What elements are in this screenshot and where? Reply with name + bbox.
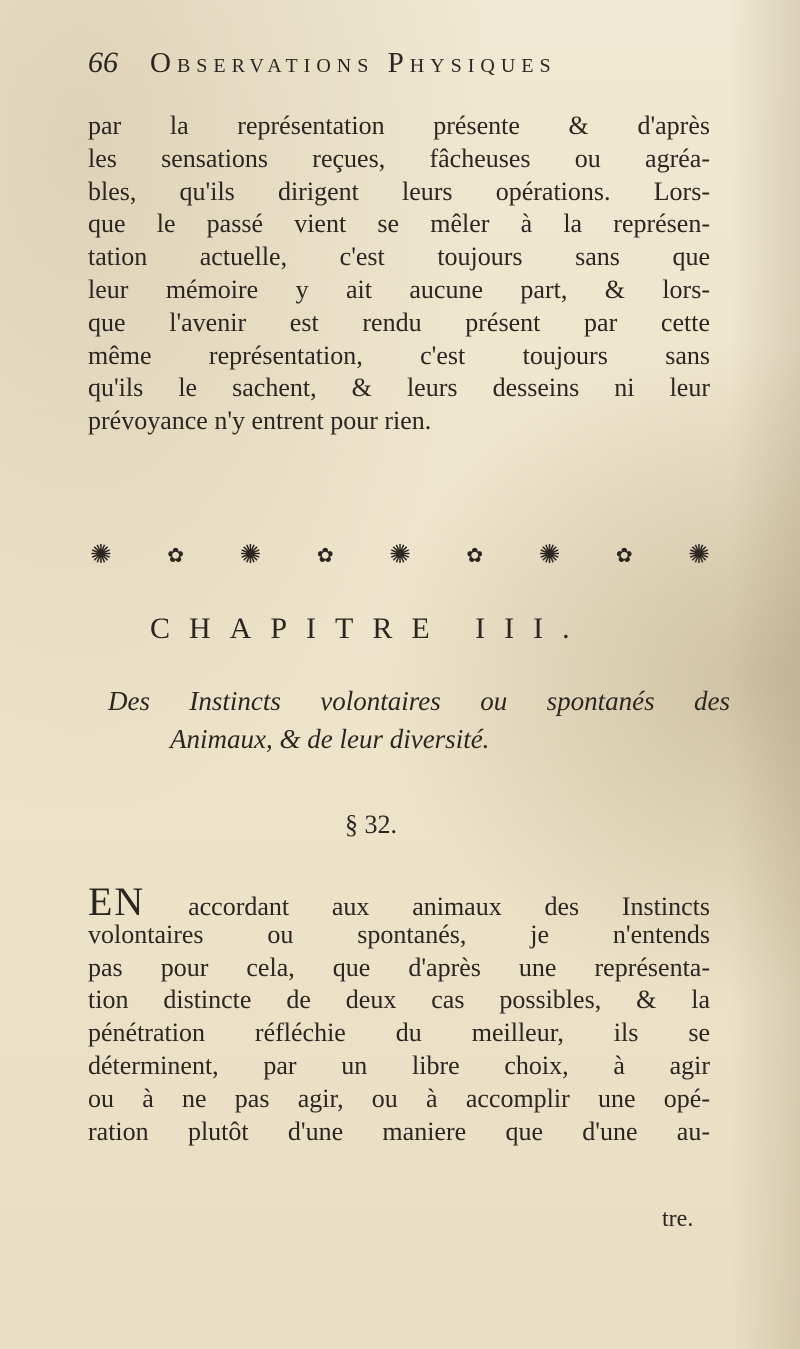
rosette-ornament-icon: ✺ xyxy=(239,540,262,570)
text-line: que l'avenir est rendu présent par cette xyxy=(88,307,710,337)
running-title: Observations Physiques xyxy=(150,47,557,79)
flower-ornament-icon: ✿ xyxy=(615,543,633,567)
flower-ornament-icon: ✿ xyxy=(316,543,334,567)
rosette-ornament-icon: ✺ xyxy=(90,540,112,570)
page-gutter-shadow xyxy=(730,0,800,1349)
section-number: § 32. xyxy=(345,810,397,839)
text-line: bles, qu'ils dirigent leurs opérations. Lors- xyxy=(88,176,710,206)
rosette-ornament-icon: ✺ xyxy=(538,540,561,570)
text-line: ration plutôt d'une maniere que d'une au- xyxy=(88,1116,710,1146)
text-line: qu'ils le sachent, & leurs desseins ni leur xyxy=(88,373,710,403)
text-line: leur mémoire y ait aucune part, & lors- xyxy=(88,274,710,304)
printers-ornament-band xyxy=(90,535,710,575)
chapter-heading: CHAPITRE III. xyxy=(150,612,589,645)
catchword: tre. xyxy=(662,1206,694,1232)
text-line-rest: accordant aux animaux des Instincts xyxy=(145,892,710,921)
rosette-ornament-icon: ✺ xyxy=(688,540,710,570)
text-line: les sensations reçues, fâcheuses ou agréa- xyxy=(88,143,710,173)
text-line: tion distincte de deux cas possibles, & la xyxy=(88,985,710,1015)
page-number: 66 xyxy=(88,46,118,79)
text-line: volontaires ou spontanés, je n'entends xyxy=(88,919,710,949)
rosette-ornament-icon: ✺ xyxy=(389,540,411,570)
text-line: pas pour cela, que d'après une représenta- xyxy=(88,952,710,982)
running-head xyxy=(88,46,678,80)
flower-ornament-icon: ✿ xyxy=(466,543,484,567)
chapter-subtitle-line: Des Instincts volontaires ou spontanés des xyxy=(108,686,730,716)
paragraph-section-32 xyxy=(88,879,710,1148)
text-line: ou à ne pas agir, ou à accomplir une opé- xyxy=(88,1083,710,1113)
text-line: par la représentation présente & d'après xyxy=(88,111,710,140)
text-line: que le passé vient se mêler à la représen- xyxy=(88,209,710,239)
drop-cap: EN xyxy=(88,879,146,924)
text-line: pénétration réfléchie du meilleur, ils se xyxy=(88,1018,710,1048)
text-line: déterminent, par un libre choix, à agir xyxy=(88,1050,710,1080)
text-line: même représentation, c'est toujours sans xyxy=(88,340,710,370)
text-line-first xyxy=(88,879,710,924)
paragraph-continued xyxy=(88,110,710,438)
text-line: prévoyance n'y entrent pour rien. xyxy=(88,406,432,436)
text-line: tation actuelle, c'est toujours sans que xyxy=(88,242,710,272)
flower-ornament-icon: ✿ xyxy=(167,543,185,567)
chapter-subtitle-line: Animaux, & de leur diversité. xyxy=(170,724,490,754)
